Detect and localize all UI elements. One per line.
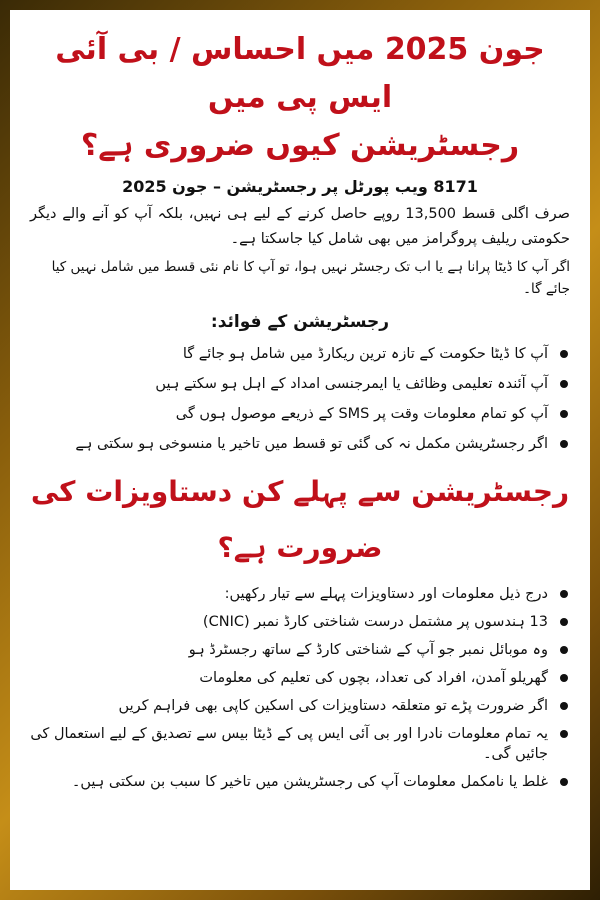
benefit-text: آپ کو تمام معلومات وقت پر SMS کے ذریعے موصول ہوں گی bbox=[175, 406, 548, 422]
benefit-text: آپ آئندہ تعلیمی وظائف یا ایمرجنسی امداد کے اہل ہو سکتے ہیں bbox=[155, 376, 548, 392]
list-item bbox=[30, 668, 548, 688]
documents-heading: رجسٹریشن سے پہلے کن دستاویزات کی ضرورت ہے؟ bbox=[30, 475, 570, 564]
bullet-icon bbox=[560, 380, 568, 388]
bullet-icon bbox=[560, 702, 568, 710]
warning-paragraph: اگر آپ کا ڈیٹا پرانا ہے یا اب تک رجسٹر نہیں ہوا، تو آپ کا نام نئی قسط میں شامل نہیں کیا جائے گا۔ bbox=[51, 259, 570, 297]
bullet-icon bbox=[560, 440, 568, 448]
info-card bbox=[10, 10, 590, 890]
page-title bbox=[30, 26, 570, 170]
bullet-icon bbox=[560, 618, 568, 626]
document-text: درج ذیل معلومات اور دستاویزات پہلے سے تیار رکھیں: bbox=[224, 586, 548, 602]
document-text: وہ موبائل نمبر جو آپ کے شناختی کارڈ کے ساتھ رجسٹرڈ ہو bbox=[188, 642, 548, 658]
benefit-text: اگر رجسٹریشن مکمل نہ کی گئی تو قسط میں تاخیر یا منسوخی ہو سکتی ہے bbox=[75, 436, 548, 452]
list-item bbox=[30, 584, 548, 604]
portal-line: 8171 ویب پورٹل پر رجسٹریشن – جون 2025 bbox=[122, 177, 478, 196]
list-item bbox=[30, 640, 548, 660]
intro-paragraph: صرف اگلی قسط 13,500 روپے حاصل کرنے کے لیے ہی نہیں، بلکہ آپ کو آنے والے دیگر حکومتی ریلیف پروگرامز میں بھی شامل کیا جاسکتا ہے۔ bbox=[30, 206, 570, 247]
benefit-text: آپ کا ڈیٹا حکومت کے تازہ ترین ریکارڈ میں شامل ہو جائے گا bbox=[182, 346, 548, 362]
title-line-1: جون 2025 میں احساس / بی آئی ایس پی میں bbox=[55, 32, 545, 115]
bullet-icon bbox=[560, 590, 568, 598]
list-item bbox=[30, 772, 548, 792]
list-item bbox=[30, 612, 548, 632]
bullet-icon bbox=[560, 646, 568, 654]
bullet-icon bbox=[560, 730, 568, 738]
benefits-list bbox=[30, 344, 570, 454]
list-item bbox=[30, 724, 548, 764]
document-text: 13 ہندسوں پر مشتمل درست شناختی کارڈ نمبر (CNIC) bbox=[202, 614, 548, 630]
list-item bbox=[30, 434, 548, 454]
document-text: گھریلو آمدن، افراد کی تعداد، بچوں کی تعلیم کی معلومات bbox=[199, 670, 548, 686]
bullet-icon bbox=[560, 410, 568, 418]
document-text: غلط یا نامکمل معلومات آپ کی رجسٹریشن میں تاخیر کا سبب بن سکتی ہیں۔ bbox=[71, 774, 548, 790]
title-line-2: رجسٹریشن کیوں ضروری ہے؟ bbox=[80, 128, 520, 163]
benefits-heading: رجسٹریشن کے فوائد: bbox=[210, 312, 390, 332]
document-text: یہ تمام معلومات نادرا اور بی آئی ایس پی کے ڈیٹا بیس سے تصدیق کے لیے استعمال کی جائیں گی۔ bbox=[30, 726, 548, 762]
list-item bbox=[30, 696, 548, 716]
list-item bbox=[30, 344, 548, 364]
list-item bbox=[30, 404, 548, 424]
bullet-icon bbox=[560, 350, 568, 358]
document-text: اگر ضرورت پڑے تو متعلقہ دستاویزات کی اسکین کاپی بھی فراہم کریں bbox=[118, 698, 548, 714]
documents-list bbox=[30, 584, 570, 792]
list-item bbox=[30, 374, 548, 394]
bullet-icon bbox=[560, 674, 568, 682]
bullet-icon bbox=[560, 778, 568, 786]
